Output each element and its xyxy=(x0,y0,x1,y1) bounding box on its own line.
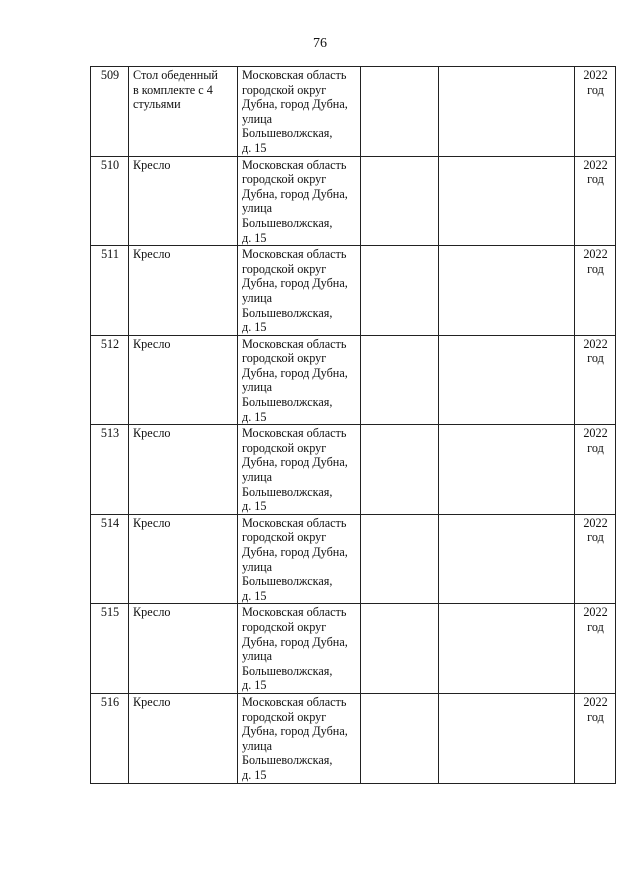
item-name-cell xyxy=(129,425,238,515)
item-name-cell xyxy=(129,246,238,336)
address-line: Дубна, город Дубна, xyxy=(242,276,348,291)
address-line: Большеволжская, xyxy=(242,215,333,230)
item-name-line: Кресло xyxy=(133,605,171,620)
item-name-line: Кресло xyxy=(133,515,171,530)
address-line: Московская область xyxy=(242,68,347,82)
address-cell xyxy=(238,604,361,694)
table-row xyxy=(91,604,616,694)
address-line: д. 15 xyxy=(242,588,267,603)
address-line: улица xyxy=(242,201,273,216)
year-cell xyxy=(575,425,616,515)
year-line: год xyxy=(587,440,604,455)
address-line: городской округ xyxy=(242,440,327,455)
address-line: Московская область xyxy=(242,605,347,620)
address-line: Большеволжская, xyxy=(242,484,333,499)
item-name-cell xyxy=(129,693,238,783)
address-line: Дубна, город Дубна, xyxy=(242,365,348,380)
address-line: городской округ xyxy=(242,172,327,187)
address-line: городской округ xyxy=(242,351,327,366)
year-cell xyxy=(575,335,616,425)
address-line: д. 15 xyxy=(242,140,267,155)
row-number-cell: 512 xyxy=(91,335,129,425)
empty-cell xyxy=(361,425,439,515)
year-line: 2022 xyxy=(583,694,608,709)
address-cell xyxy=(238,514,361,604)
year-line: 2022 xyxy=(583,68,608,82)
address-line: улица xyxy=(242,111,273,126)
empty-cell xyxy=(361,246,439,336)
year-line: 2022 xyxy=(583,157,608,172)
table-row xyxy=(91,425,616,515)
year-line: год xyxy=(587,709,604,724)
address-cell xyxy=(238,693,361,783)
row-number-cell: 511 xyxy=(91,246,129,336)
empty-cell xyxy=(439,604,575,694)
address-line: городской округ xyxy=(242,530,327,545)
row-number-cell: 516 xyxy=(91,693,129,783)
year-cell xyxy=(575,156,616,246)
address-line: д. 15 xyxy=(242,678,267,693)
table-row xyxy=(91,514,616,604)
address-line: Большеволжская, xyxy=(242,753,333,768)
item-name-cell xyxy=(129,514,238,604)
empty-cell xyxy=(361,67,439,157)
item-name-cell xyxy=(129,156,238,246)
table-row xyxy=(91,335,616,425)
address-line: Московская область xyxy=(242,694,347,709)
year-line: год xyxy=(587,172,604,187)
address-line: Дубна, город Дубна, xyxy=(242,545,348,559)
year-line: 2022 xyxy=(583,605,608,620)
item-name-line: Стол обеденный xyxy=(133,68,218,82)
year-cell xyxy=(575,246,616,336)
address-cell xyxy=(238,246,361,336)
address-line: Дубна, город Дубна, xyxy=(242,186,348,201)
item-name-cell xyxy=(129,604,238,694)
empty-cell xyxy=(439,425,575,515)
item-name-line: стульями xyxy=(133,97,181,112)
item-name-cell xyxy=(129,67,238,157)
row-number-cell: 515 xyxy=(91,604,129,694)
item-name-line: Кресло xyxy=(133,247,171,262)
address-line: Московская область xyxy=(242,426,347,441)
item-name-line: Кресло xyxy=(133,694,171,709)
address-cell xyxy=(238,67,361,157)
address-line: Московская область xyxy=(242,157,347,172)
address-line: Большеволжская, xyxy=(242,574,333,589)
year-line: год xyxy=(587,82,604,97)
year-cell xyxy=(575,604,616,694)
address-line: улица xyxy=(242,649,273,664)
item-name-line: Кресло xyxy=(133,336,171,351)
year-line: год xyxy=(587,530,604,545)
address-line: Дубна, город Дубна, xyxy=(242,455,348,470)
address-line: улица xyxy=(242,738,273,753)
year-line: 2022 xyxy=(583,247,608,262)
address-line: городской округ xyxy=(242,261,327,276)
address-line: д. 15 xyxy=(242,409,267,424)
year-line: 2022 xyxy=(583,515,608,530)
address-line: городской округ xyxy=(242,82,327,97)
empty-cell xyxy=(361,693,439,783)
year-line: год xyxy=(587,351,604,366)
address-cell xyxy=(238,335,361,425)
item-name-cell xyxy=(129,335,238,425)
table-row xyxy=(91,156,616,246)
table-row xyxy=(91,67,616,157)
year-cell xyxy=(575,67,616,157)
page-number: 76 xyxy=(313,36,327,51)
address-line: городской округ xyxy=(242,619,327,634)
empty-cell xyxy=(439,514,575,604)
address-line: Московская область xyxy=(242,247,347,262)
address-line: Дубна, город Дубна, xyxy=(242,724,348,739)
empty-cell xyxy=(439,156,575,246)
empty-cell xyxy=(439,246,575,336)
address-line: д. 15 xyxy=(242,320,267,335)
row-number-cell: 510 xyxy=(91,156,129,246)
address-line: Большеволжская, xyxy=(242,663,333,678)
empty-cell xyxy=(361,604,439,694)
empty-cell xyxy=(439,67,575,157)
address-line: Большеволжская, xyxy=(242,305,333,320)
address-line: Большеволжская, xyxy=(242,126,333,141)
empty-cell xyxy=(439,693,575,783)
table-row xyxy=(91,246,616,336)
address-line: Московская область xyxy=(242,336,347,351)
table-row xyxy=(91,693,616,783)
address-line: улица xyxy=(242,380,273,395)
row-number-cell: 513 xyxy=(91,425,129,515)
year-line: год xyxy=(587,261,604,276)
address-cell xyxy=(238,425,361,515)
empty-cell xyxy=(361,514,439,604)
address-cell xyxy=(238,156,361,246)
empty-cell xyxy=(361,335,439,425)
year-cell xyxy=(575,514,616,604)
inventory-table-body xyxy=(91,67,616,784)
address-line: Московская область xyxy=(242,515,347,530)
address-line: Дубна, город Дубна, xyxy=(242,97,348,112)
row-number-cell: 509 xyxy=(91,67,129,157)
item-name-line: в комплекте с 4 xyxy=(133,82,213,97)
empty-cell xyxy=(361,156,439,246)
address-line: д. 15 xyxy=(242,767,267,782)
inventory-table xyxy=(90,66,616,784)
empty-cell xyxy=(439,335,575,425)
address-line: Большеволжская, xyxy=(242,395,333,410)
address-line: д. 15 xyxy=(242,499,267,514)
address-line: улица xyxy=(242,470,273,485)
address-line: городской округ xyxy=(242,709,327,724)
year-line: год xyxy=(587,619,604,634)
year-cell xyxy=(575,693,616,783)
year-line: 2022 xyxy=(583,426,608,441)
item-name-line: Кресло xyxy=(133,157,171,172)
row-number-cell: 514 xyxy=(91,514,129,604)
address-line: улица xyxy=(242,290,273,305)
address-line: улица xyxy=(242,559,273,574)
year-line: 2022 xyxy=(583,336,608,351)
address-line: д. 15 xyxy=(242,230,267,245)
address-line: Дубна, город Дубна, xyxy=(242,634,348,649)
item-name-line: Кресло xyxy=(133,426,171,441)
